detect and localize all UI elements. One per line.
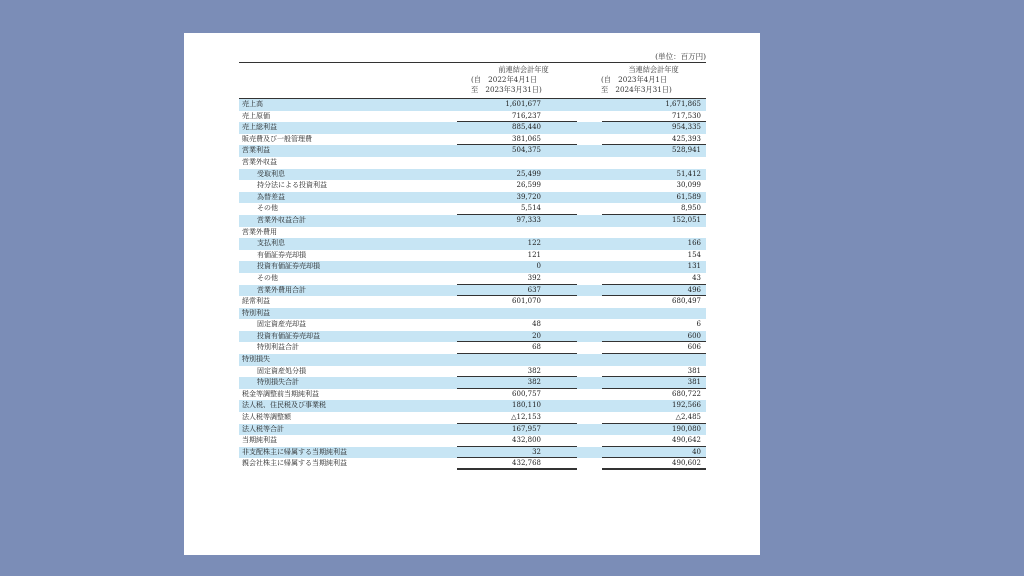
previous-year-value: 637 — [527, 285, 541, 294]
table-row — [239, 238, 706, 250]
previous-year-value: 167,957 — [512, 424, 541, 433]
previous-year-value: 392 — [527, 273, 541, 282]
table-row — [239, 215, 706, 227]
row-label: 経常利益 — [242, 297, 270, 306]
previous-year-value: 432,768 — [512, 459, 541, 468]
current-year-value: 40 — [692, 447, 701, 456]
table-row — [239, 134, 706, 146]
previous-year-value: 20 — [532, 331, 541, 340]
current-year-value: 717,530 — [672, 111, 701, 120]
row-label: 営業外収益合計 — [257, 215, 306, 224]
row-label: 親会社株主に帰属する当期純利益 — [242, 459, 347, 468]
row-label: 投資有価証券売却益 — [257, 331, 320, 340]
row-label: 営業利益 — [242, 146, 270, 155]
table-row — [239, 203, 706, 215]
table-row — [239, 319, 706, 331]
table-row — [239, 366, 706, 378]
table-header — [239, 63, 706, 99]
table-row — [239, 250, 706, 262]
header-previous-from: (自 2022年4月1日 — [471, 75, 538, 84]
table-row — [239, 400, 706, 412]
row-label: 有価証券売却損 — [257, 250, 306, 259]
row-label: 税金等調整前当期純利益 — [242, 389, 319, 398]
previous-year-value: 121 — [527, 250, 541, 259]
current-year-value: 154 — [687, 250, 701, 259]
previous-year-value: 432,800 — [512, 436, 541, 445]
previous-year-value: 0 — [536, 262, 541, 271]
current-year-value: 381 — [687, 378, 701, 387]
current-year-value: 680,497 — [672, 297, 701, 306]
row-label: 売上総利益 — [242, 123, 277, 132]
table-row — [239, 342, 706, 354]
table-row — [239, 261, 706, 273]
previous-year-value: 601,070 — [512, 297, 541, 306]
previous-year-value: 381,065 — [512, 134, 541, 143]
previous-year-value: 68 — [532, 343, 541, 352]
previous-year-value: 5,514 — [520, 204, 541, 213]
row-label: 当期純利益 — [242, 436, 277, 445]
previous-year-value: 504,375 — [512, 146, 541, 155]
previous-year-value: 122 — [527, 239, 541, 248]
current-year-value: 51,412 — [676, 169, 701, 178]
current-year-value: 43 — [692, 273, 701, 282]
current-year-value: 680,722 — [672, 389, 701, 398]
previous-year-value: 32 — [532, 447, 541, 456]
row-label: 特別損失合計 — [257, 378, 299, 387]
row-label: 固定資産処分損 — [257, 366, 306, 375]
unit-label: (単位：百万円) — [655, 52, 706, 61]
row-label: 販売費及び一般管理費 — [242, 134, 312, 143]
row-label: 営業外費用 — [242, 227, 277, 236]
current-year-value: 496 — [687, 285, 701, 294]
table-row — [239, 157, 706, 169]
row-label: 法人税、住民税及び事業税 — [242, 401, 326, 410]
table-row — [239, 273, 706, 285]
table-row — [239, 354, 706, 366]
table-row — [239, 111, 706, 123]
income-statement-table — [239, 62, 706, 470]
row-label: 固定資産売却益 — [257, 320, 306, 329]
previous-year-value: 180,110 — [512, 401, 541, 410]
table-row — [239, 296, 706, 308]
row-label: 法人税等調整額 — [242, 413, 291, 422]
row-label: 受取利息 — [257, 169, 285, 178]
previous-year-value: △12,153 — [511, 413, 541, 422]
previous-year-value: 885,440 — [512, 123, 541, 132]
row-label: 特別利益 — [242, 308, 270, 317]
subtotal-rule — [457, 468, 577, 470]
previous-year-value: 25,499 — [516, 169, 541, 178]
row-label: 投資有価証券売却損 — [257, 262, 320, 271]
previous-year-value: 382 — [527, 366, 541, 375]
row-label: 営業外費用合計 — [257, 285, 306, 294]
current-year-value: 192,566 — [672, 401, 701, 410]
header-previous-to: 至 2023年3月31日) — [471, 85, 542, 94]
row-label: その他 — [257, 204, 278, 213]
current-year-value: △2,485 — [675, 413, 701, 422]
table-row — [239, 435, 706, 447]
previous-year-value: 48 — [532, 320, 541, 329]
row-label: 売上高 — [242, 100, 263, 108]
previous-year-value: 600,757 — [512, 389, 541, 398]
table-row — [239, 412, 706, 424]
table-row — [239, 145, 706, 157]
current-year-value: 30,099 — [676, 181, 701, 190]
current-year-value: 166 — [687, 239, 701, 248]
current-year-value: 1,671,865 — [665, 100, 701, 108]
previous-year-value: 26,599 — [516, 181, 541, 190]
header-current-year — [601, 65, 706, 95]
row-label: 特別利益合計 — [257, 343, 299, 352]
current-year-value: 600 — [687, 331, 701, 340]
current-year-value: 131 — [687, 262, 701, 271]
current-year-value: 425,393 — [672, 134, 701, 143]
table-row — [239, 308, 706, 320]
table-row — [239, 227, 706, 239]
row-label: 持分法による投資利益 — [257, 181, 327, 190]
table-row — [239, 331, 706, 343]
row-label: 為替差益 — [257, 192, 285, 201]
current-year-value: 6 — [696, 320, 701, 329]
table-row — [239, 99, 706, 111]
row-label: 非支配株主に帰属する当期純利益 — [242, 447, 347, 456]
row-label: 特別損失 — [242, 355, 270, 364]
header-current-from: (自 2023年4月1日 — [601, 75, 668, 84]
previous-year-value: 382 — [527, 378, 541, 387]
previous-year-value: 1,601,677 — [505, 100, 541, 108]
header-previous-year — [471, 65, 576, 95]
current-year-value: 381 — [687, 366, 701, 375]
header-previous-title: 前連結会計年度 — [498, 65, 549, 74]
current-year-value: 8,950 — [680, 204, 701, 213]
table-row — [239, 377, 706, 389]
previous-year-value: 97,333 — [516, 215, 541, 224]
table-row — [239, 447, 706, 459]
table-row — [239, 424, 706, 436]
table-row — [239, 122, 706, 134]
row-label: 営業外収益 — [242, 157, 277, 166]
table-body — [239, 99, 706, 470]
table-row — [239, 169, 706, 181]
row-label: 支払利息 — [257, 239, 285, 248]
table-row — [239, 192, 706, 204]
table-row — [239, 180, 706, 192]
header-current-to: 至 2024年3月31日) — [601, 85, 672, 94]
table-row — [239, 389, 706, 401]
header-current-title: 当連結会計年度 — [628, 65, 679, 74]
table-row — [239, 458, 706, 470]
current-year-value: 490,602 — [672, 459, 701, 468]
table-row — [239, 285, 706, 297]
row-label: 売上原価 — [242, 111, 270, 120]
row-label: 法人税等合計 — [242, 424, 284, 433]
row-label: その他 — [257, 273, 278, 282]
current-year-value: 61,589 — [676, 192, 701, 201]
current-year-value: 954,335 — [672, 123, 701, 132]
current-year-value: 606 — [687, 343, 701, 352]
current-year-value: 190,080 — [672, 424, 701, 433]
document-page — [184, 33, 760, 555]
current-year-value: 528,941 — [672, 146, 701, 155]
current-year-value: 152,051 — [672, 215, 701, 224]
previous-year-value: 716,237 — [512, 111, 541, 120]
current-year-value: 490,642 — [672, 436, 701, 445]
subtotal-rule — [602, 468, 706, 470]
previous-year-value: 39,720 — [516, 192, 541, 201]
